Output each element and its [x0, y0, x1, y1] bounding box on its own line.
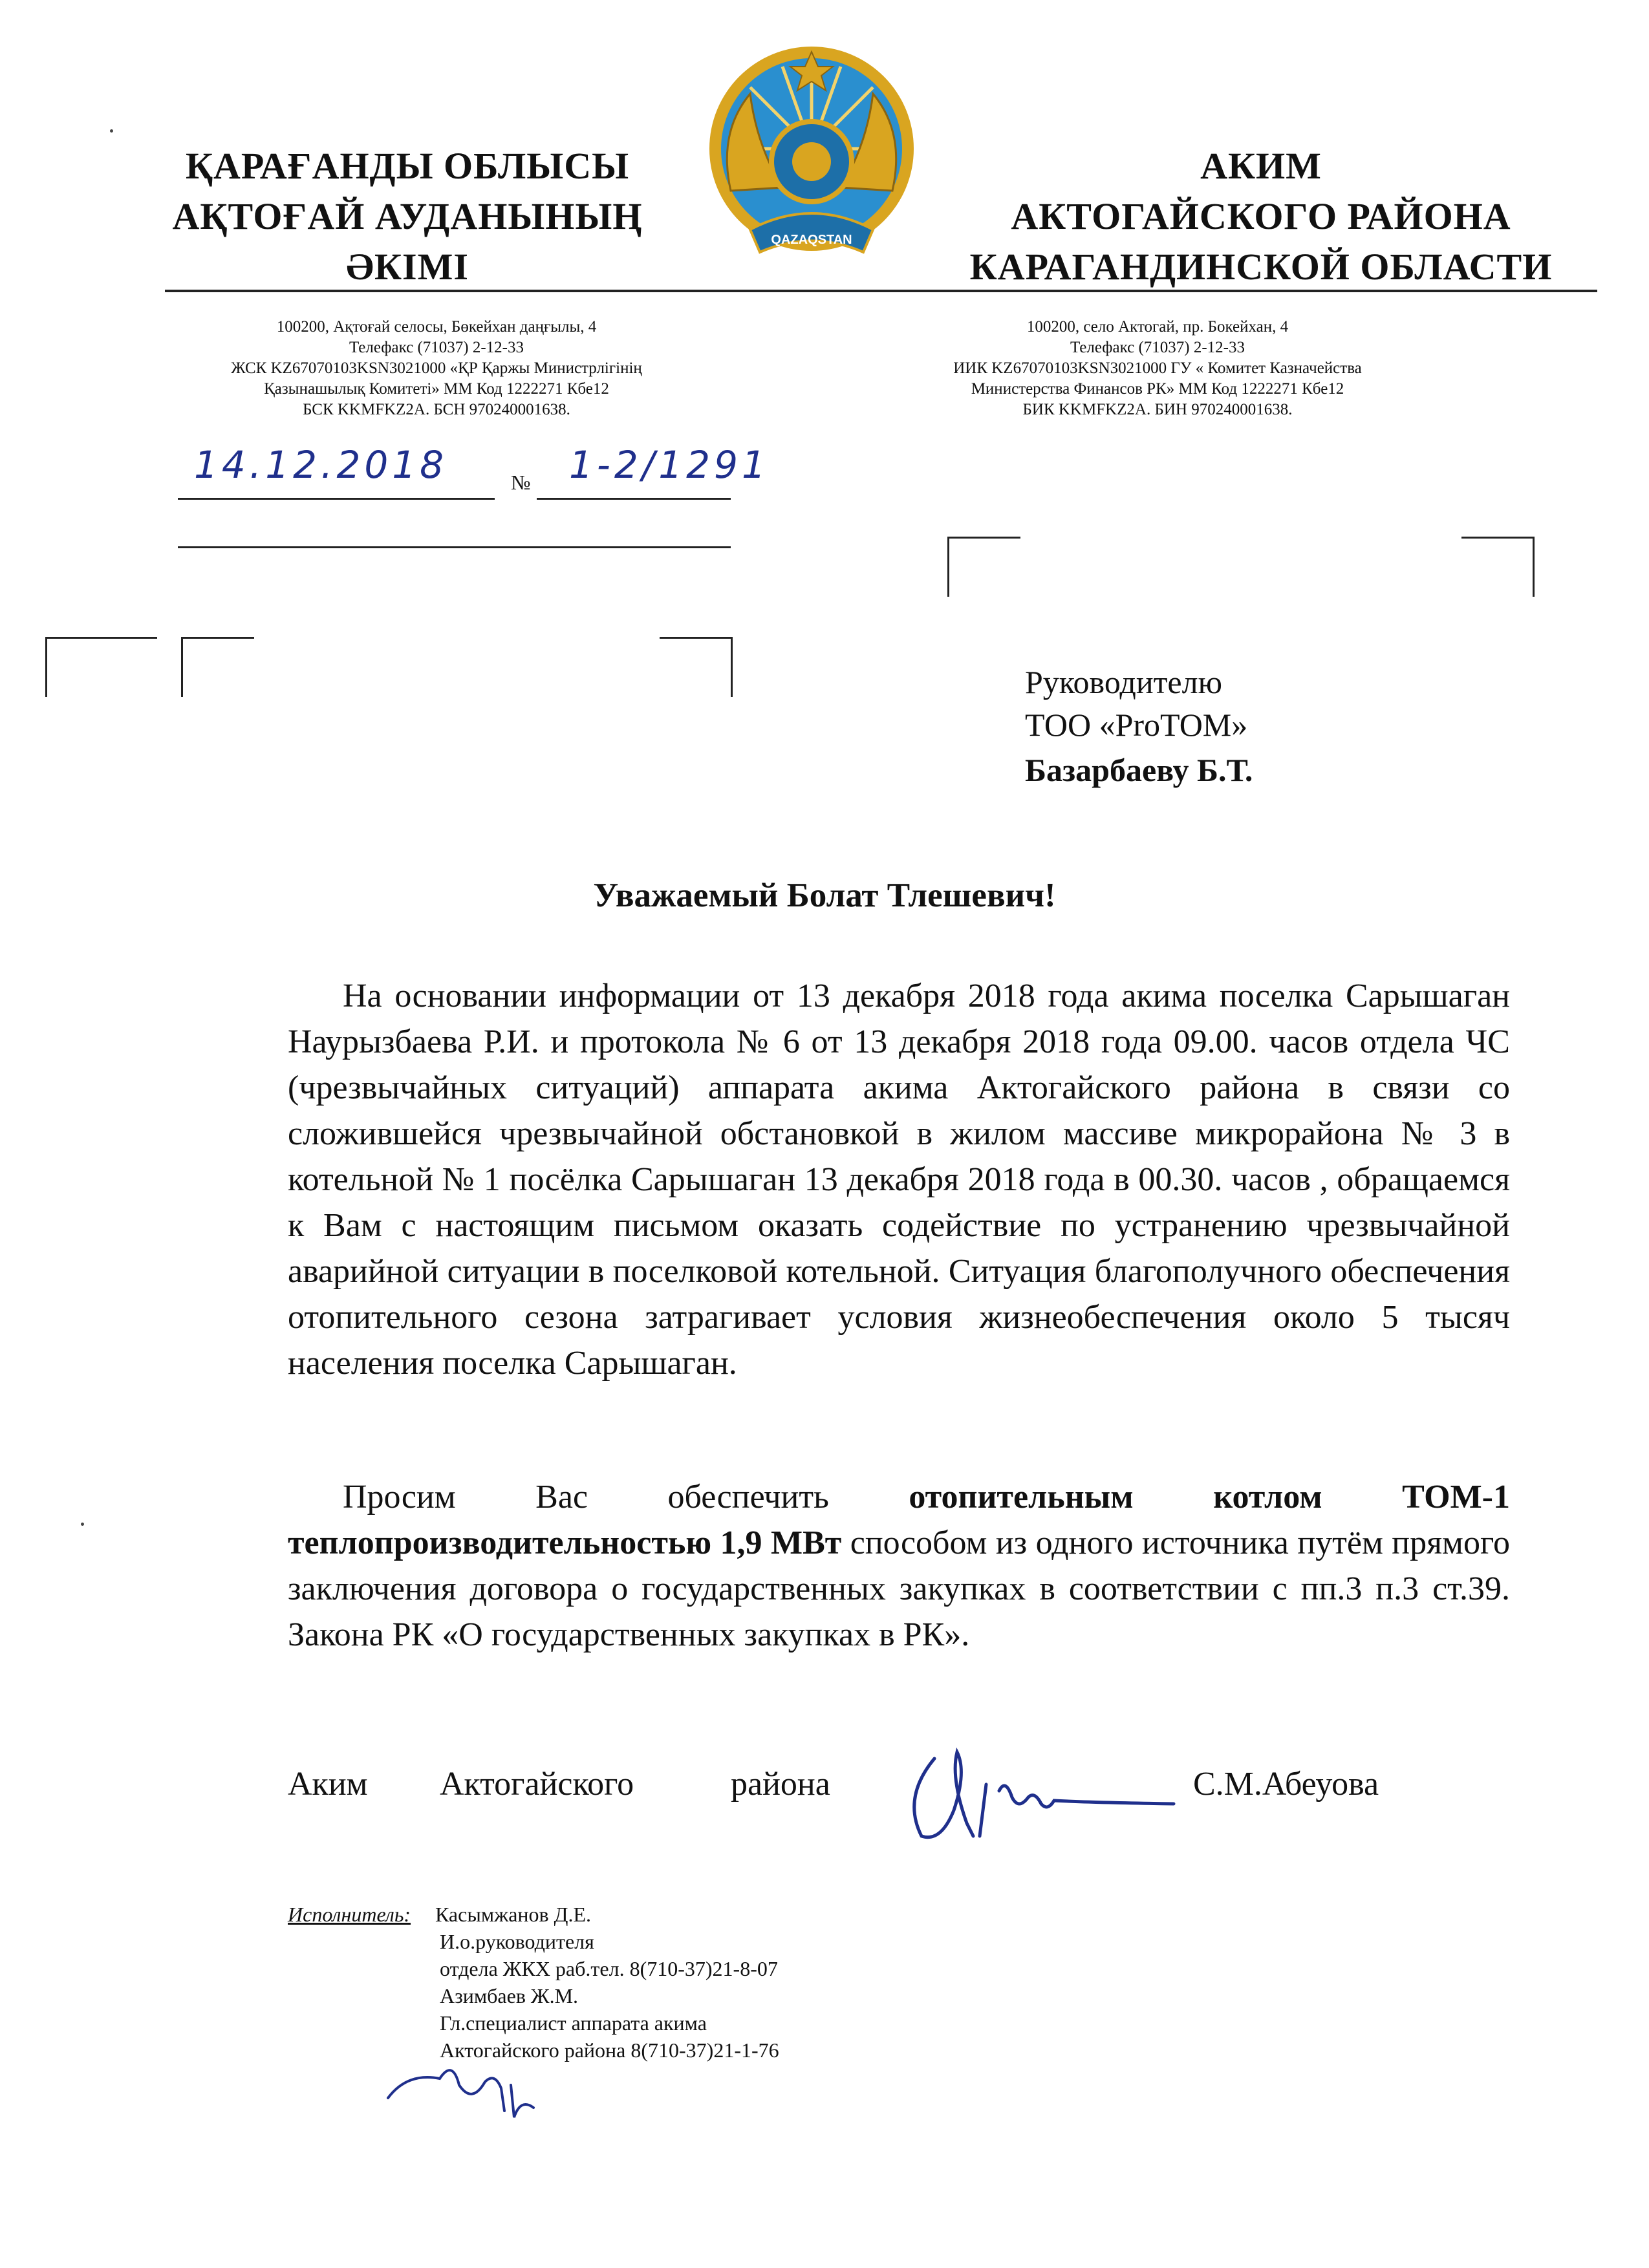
address-russian-line: БИК KKMFKZ2A. БИН 970240001638. — [1022, 401, 1293, 418]
header-divider — [165, 290, 1597, 292]
header-russian-line-3: КАРАГАНДИНСКОЙ ОБЛАСТИ — [969, 246, 1553, 288]
body-paragraph-2 — [288, 1474, 1510, 1658]
executor-line: Азимбаев Ж.М. — [440, 1984, 579, 2007]
address-russian-line: Телефакс (71037) 2-12-33 — [1070, 339, 1245, 356]
emblem-caption: QAZAQSTAN — [771, 233, 852, 247]
body-paragraph-1: На основании информации от 13 декабря 2018 года акима поселка Сарышаган Наурызбаева Р.И. и протокола № 6 от 13 декабря 2018 года 09.00. часов отдела ЧС (чрезвычайных ситуаций) аппарата акима Актогайского района в связи со сложившейся чрезвычайной обстановкой в жилом массиве микрорайона № 3 в котельной № 1 посёлка Сарышаган 13 декабря 2018 года в 00.30. часов , обращаемся к Вам с настоящим письмом оказать содействие по устранению чрезвычайной аварийной ситуации в поселковой котельной. Ситуация благополучного обеспечения отопительного сезона затрагивает условия жизнеобеспечения около 5 тысяч населения поселка Сарышаган. — [288, 978, 1510, 1382]
salutation: Уважаемый Болат Тлешевич! — [593, 877, 1056, 914]
corner-mark — [947, 537, 1020, 597]
signatory-name: С.М.Абеуова — [1193, 1766, 1379, 1803]
date-underline — [178, 498, 495, 500]
reference-underline — [178, 546, 731, 548]
paragraph-2-end: способом из одного источника путём прямого заключения договора о государственных закупках в соответствии с пп.3 п.3 ст.39. Закона РК «О государственных закупках в РК». — [288, 1524, 1510, 1653]
registration-date: 14.12.2018 — [194, 443, 448, 487]
registration-number-sign: № — [511, 471, 531, 494]
handwritten-signature — [896, 1739, 1187, 1849]
header-kazakh-line-3: ӘКІМІ — [346, 246, 469, 288]
address-kazakh-line: 100200, Ақтоғай селосы, Бөкейхан даңғылы, 4 — [276, 318, 597, 336]
executor-line: И.о.руководителя — [440, 1930, 594, 1953]
paragraph-2-start: Просим Вас обеспечить — [343, 1479, 909, 1515]
address-kazakh-line: Қазынашылық Комитеті» ММ Код 1222271 Кбе12 — [264, 380, 609, 398]
number-underline — [537, 498, 731, 500]
handwritten-initials — [382, 2053, 576, 2124]
state-emblem-icon — [705, 36, 918, 268]
address-kazakh-line: БСК KKMFKZ2A. БСН 970240001638. — [303, 401, 570, 418]
signatory-title-word: Аким — [288, 1766, 368, 1803]
addressee-position: Руководителю — [1025, 664, 1222, 700]
corner-mark — [181, 637, 254, 697]
corner-mark — [45, 637, 157, 697]
signatory-title-word: района — [731, 1766, 830, 1803]
header-russian-line-1: АКИМ — [1200, 145, 1322, 187]
paragraph-2-bold-item: отопительным котлом ТОМ-1 теплопроизводительностью 1,9 МВт — [288, 1479, 1510, 1561]
registration-number: 1-2/1291 — [569, 443, 770, 487]
address-russian — [867, 317, 1449, 420]
address-russian-line: 100200, село Актогай, пр. Бокейхан, 4 — [1026, 318, 1289, 336]
header-kazakh — [129, 141, 685, 292]
header-russian — [938, 141, 1584, 292]
header-kazakh-line-1: ҚАРАҒАНДЫ ОБЛЫСЫ — [185, 145, 630, 187]
address-kazakh — [155, 317, 718, 420]
scan-speck — [81, 1523, 84, 1526]
corner-mark — [660, 637, 733, 697]
header-kazakh-line-2: АҚТОҒАЙ АУДАНЫНЫҢ — [172, 195, 643, 237]
address-kazakh-line: ЖСК KZ67070103KSN3021000 «ҚР Қаржы Министрлігінің — [231, 359, 642, 377]
executor-details — [435, 1901, 779, 2064]
address-russian-line: Министерства Финансов РК» ММ Код 1222271 Кбе12 — [971, 380, 1344, 398]
executor-label: Исполнитель: — [288, 1903, 411, 1926]
executor-line: Актогайского района 8(710-37)21-1-76 — [440, 2038, 779, 2062]
header-russian-line-2: АКТОГАЙСКОГО РАЙОНА — [1011, 195, 1511, 237]
addressee-company: ТОО «ProTOM» — [1025, 707, 1248, 743]
scan-speck — [110, 129, 113, 133]
address-kazakh-line: Телефакс (71037) 2-12-33 — [349, 339, 524, 356]
executor-line: Гл.специалист аппарата акима — [440, 2011, 707, 2035]
executor-line: Касымжанов Д.Е. — [435, 1903, 591, 1926]
signatory-title-word: Актогайского — [440, 1766, 634, 1803]
addressee-name: Базарбаеву Б.Т. — [1025, 752, 1253, 788]
address-russian-line: ИИК KZ67070103KSN3021000 ГУ « Комитет Казначейства — [953, 359, 1362, 377]
corner-mark — [1461, 537, 1535, 597]
executor-line: отдела ЖКХ раб.тел. 8(710-37)21-8-07 — [440, 1957, 778, 1980]
